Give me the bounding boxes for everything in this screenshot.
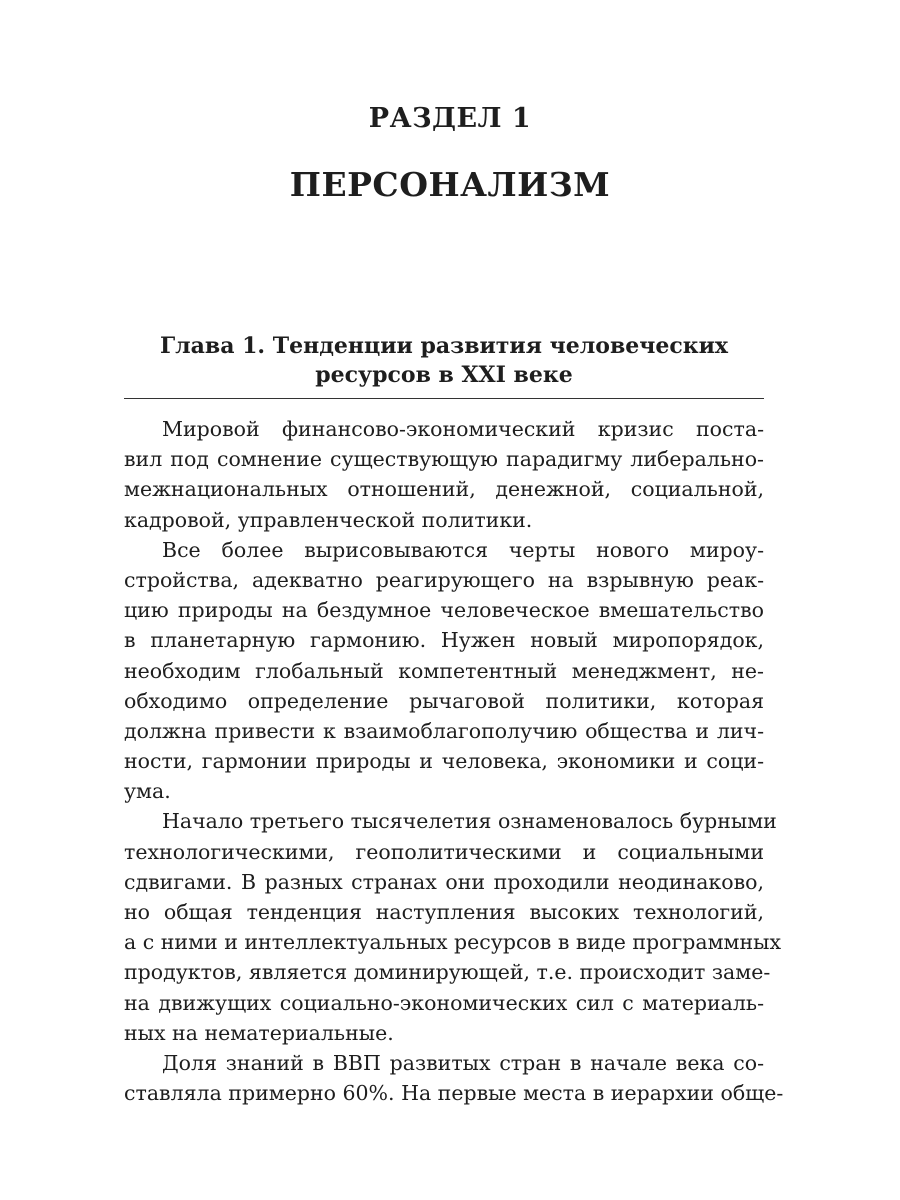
text-line: ума. <box>124 779 171 804</box>
text-line: ности, гармонии природы и человека, экономики и соци- <box>124 749 764 774</box>
text-line: вил под сомнение существующую парадигму либерально- <box>124 447 764 472</box>
text-line: но общая тенденция наступления высоких технологий, <box>124 900 764 924</box>
paragraph <box>124 1048 784 1108</box>
text-line: Все более вырисовываются черты нового мироу- <box>162 537 764 562</box>
text-line: на движущих социально-экономических сил с материаль- <box>124 990 764 1015</box>
paragraph <box>124 535 764 807</box>
body-text <box>124 414 784 1108</box>
text-line: технологическими, геополитическими и социальными <box>124 839 764 864</box>
text-line: в планетарную гармонию. Нужен новый миропорядок, <box>124 628 764 653</box>
text-line: необходим глобальный компетентный менеджмент, не- <box>124 658 764 683</box>
text-line: сдвигами. В разных странах они проходили неодинаково, <box>124 869 764 894</box>
text-line: Начало третьего тысячелетия ознаменовалось бурными <box>162 809 777 834</box>
text-line: продуктов, является доминирующей, т.е. происходит заме- <box>124 960 771 985</box>
heading-divider <box>124 398 764 399</box>
text-line: ных на нематериальные. <box>124 1020 394 1045</box>
text-line: ставляла примерно 60%. На первые места в иерархии обще- <box>124 1081 784 1106</box>
text-line: кадровой, управленческой политики. <box>124 507 533 532</box>
text-line: Мировой финансово-экономический кризис поста- <box>162 417 764 441</box>
text-line: межнациональных отношений, денежной, социальной, <box>124 477 764 502</box>
chapter-heading-line: Глава 1. Тенденции развития человеческих <box>159 333 729 359</box>
text-line: должна привести к взаимоблагополучию общества и лич- <box>124 718 764 743</box>
text-line: обходимо определение рычаговой политики, которая <box>124 688 764 713</box>
text-line: стройства, адекватно реагирующего на взрывную реак- <box>124 567 764 592</box>
text-line: цию природы на бездумное человеческое вмешательство <box>124 598 764 623</box>
chapter-heading <box>124 332 764 390</box>
text-line: Доля знаний в ВВП развитых стран в начале века со- <box>162 1050 764 1075</box>
section-label: РАЗДЕЛ 1 <box>368 103 532 134</box>
section-title: ПЕРСОНАЛИЗМ <box>289 165 611 204</box>
paragraph <box>124 806 782 1048</box>
chapter-heading-line: ресурсов в XXI веке <box>315 362 573 388</box>
paragraph <box>124 414 764 535</box>
text-line: а с ними и интеллектуальных ресурсов в виде программных <box>124 930 782 955</box>
